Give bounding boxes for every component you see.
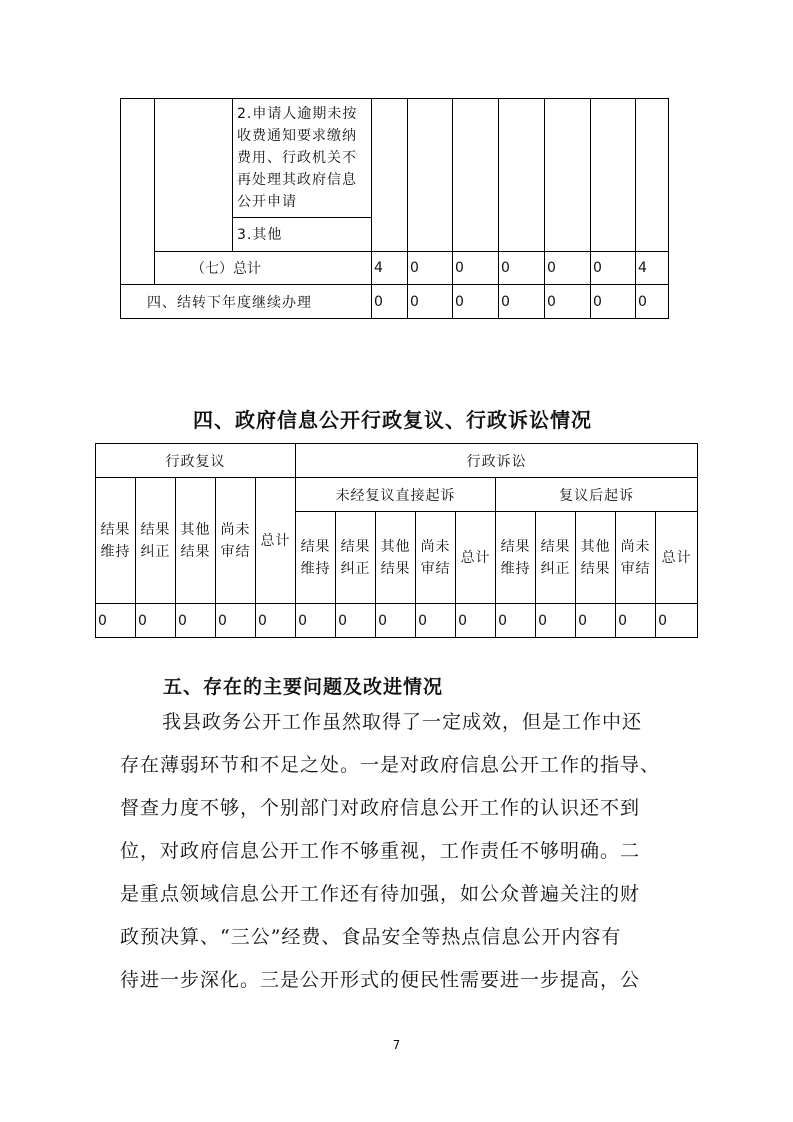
- paragraph-line: 政预决算、“三公”经费、食品安全等热点信息公开内容有: [120, 926, 622, 948]
- value-cell: 0: [576, 604, 616, 638]
- value-cell: 0: [256, 604, 296, 638]
- page-number: 7: [392, 1038, 401, 1052]
- carryover-value: 0: [453, 285, 499, 319]
- value-cell: 0: [456, 604, 496, 638]
- carryover-value: 0: [636, 285, 669, 319]
- value-cell: 0: [336, 604, 376, 638]
- review-total: 总计: [256, 478, 296, 604]
- table-data-cell: [545, 99, 591, 252]
- table-application-results-continued: [120, 98, 669, 319]
- table-data-cell: [453, 99, 499, 252]
- value-cell: 0: [416, 604, 456, 638]
- carryover-value: 0: [545, 285, 591, 319]
- value-cell: 0: [616, 604, 656, 638]
- table-data-cell: [408, 99, 453, 252]
- section-5-title: 五、存在的主要问题及改进情况: [163, 676, 444, 698]
- paragraph-line: 是重点领域信息公开工作还有待加强，如公众普遍关注的财: [120, 883, 641, 905]
- value-cell: 0: [96, 604, 136, 638]
- table-outer-blank-cell: [121, 99, 155, 285]
- carryover-value: 0: [372, 285, 408, 319]
- total-label: （七）总计: [155, 252, 372, 285]
- after-other-result: 其他结果: [576, 512, 616, 604]
- value-cell: 0: [656, 604, 698, 638]
- paragraph-line: 督查力度不够，个别部门对政府信息公开工作的认识还不到: [120, 797, 641, 819]
- total-value: 0: [591, 252, 636, 285]
- table-data-cell: [372, 99, 408, 252]
- admin-review-header: 行政复议: [96, 444, 296, 478]
- value-cell: 0: [496, 604, 536, 638]
- direct-other-result: 其他结果: [376, 512, 416, 604]
- value-cell: 0: [136, 604, 176, 638]
- paragraph-line: 待进一步深化。三是公开形式的便民性需要进一步提高，公: [120, 969, 641, 991]
- after-total: 总计: [656, 512, 698, 604]
- direct-result-corrected: 结果纠正: [336, 512, 376, 604]
- table-review-litigation: [95, 443, 698, 638]
- direct-pending: 尚未审结: [416, 512, 456, 604]
- carryover-value: 0: [499, 285, 545, 319]
- section-4-title: 四、政府信息公开行政复议、行政诉讼情况: [193, 408, 592, 432]
- section-5-paragraph: [120, 701, 680, 1002]
- direct-result-maintained: 结果维持: [296, 512, 336, 604]
- paragraph-line: 存在薄弱环节和不足之处。一是对政府信息公开工作的指导、: [120, 754, 661, 776]
- review-pending: 尚未审结: [216, 478, 256, 604]
- total-value: 4: [636, 252, 669, 285]
- paragraph-line: 位，对政府信息公开工作不够重视，工作责任不够明确。二: [120, 840, 641, 862]
- table-data-cell: [591, 99, 636, 252]
- table-data-cell: [636, 99, 669, 252]
- review-other-result: 其他结果: [176, 478, 216, 604]
- table-category-blank-cell: [155, 99, 233, 252]
- review-result-corrected: 结果纠正: [136, 478, 176, 604]
- reason-2-cell: 2.申请人逾期未按收费通知要求缴纳费用、行政机关不再处理其政府信息公开申请: [233, 99, 372, 218]
- after-review-suit-header: 复议后起诉: [496, 478, 698, 512]
- after-pending: 尚未审结: [616, 512, 656, 604]
- reason-3-cell: 3.其他: [233, 218, 372, 252]
- value-cell: 0: [176, 604, 216, 638]
- carryover-value: 0: [408, 285, 453, 319]
- carryover-value: 0: [591, 285, 636, 319]
- total-value: 4: [372, 252, 408, 285]
- paragraph-line: 我县政务公开工作虽然取得了一定成效，但是工作中还: [162, 711, 643, 733]
- direct-suit-header: 未经复议直接起诉: [296, 478, 496, 512]
- admin-litigation-header: 行政诉讼: [296, 444, 698, 478]
- total-value: 0: [499, 252, 545, 285]
- table-data-cell: [499, 99, 545, 252]
- value-cell: 0: [376, 604, 416, 638]
- review-result-maintained: 结果维持: [96, 478, 136, 604]
- value-cell: 0: [216, 604, 256, 638]
- value-cell: 0: [296, 604, 336, 638]
- after-result-maintained: 结果维持: [496, 512, 536, 604]
- direct-total: 总计: [456, 512, 496, 604]
- total-value: 0: [453, 252, 499, 285]
- value-cell: 0: [536, 604, 576, 638]
- carryover-label: 四、结转下年度继续办理: [121, 285, 372, 319]
- after-result-corrected: 结果纠正: [536, 512, 576, 604]
- total-value: 0: [545, 252, 591, 285]
- total-value: 0: [408, 252, 453, 285]
